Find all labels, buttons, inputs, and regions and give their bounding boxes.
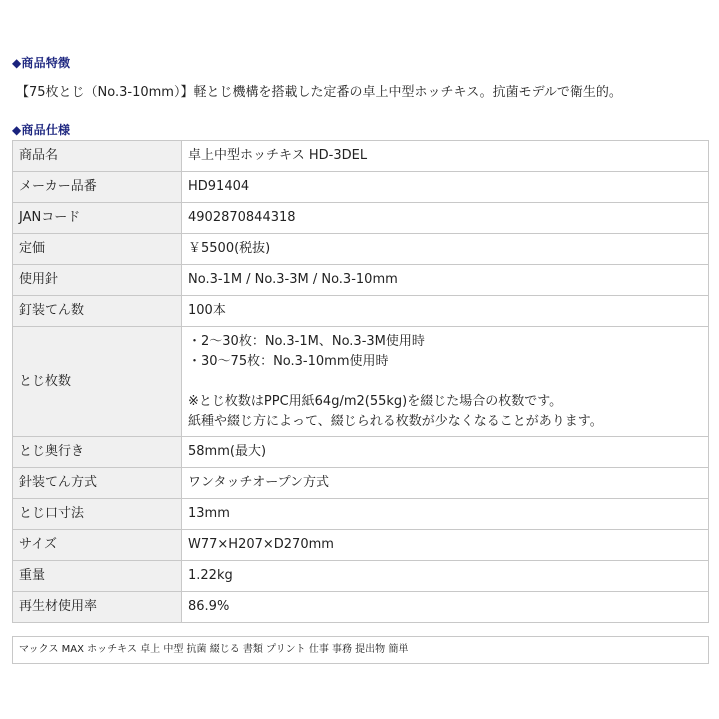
spec-row-weight xyxy=(13,561,709,592)
spec-value: 4902870844318 xyxy=(182,203,709,234)
capacity-note: ※とじ枚数はPPC用紙64g/m2(55kg)を綴じた場合の枚数です。 xyxy=(188,393,563,409)
spec-row-sheet-capacity xyxy=(13,327,709,437)
spec-label: 使用針 xyxy=(13,265,182,296)
spec-label: とじ枚数 xyxy=(13,327,182,437)
spec-row-load-count xyxy=(13,296,709,327)
spec-label: 釘装てん数 xyxy=(13,296,182,327)
spec-label: 針装てん方式 xyxy=(13,468,182,499)
spec-value: 卓上中型ホッチキス HD-3DEL xyxy=(182,141,709,172)
spec-value: HD91404 xyxy=(182,172,709,203)
spec-row-depth xyxy=(13,437,709,468)
spec-label: JANコード xyxy=(13,203,182,234)
spec-label: 重量 xyxy=(13,561,182,592)
spec-label: 商品名 xyxy=(13,141,182,172)
spec-table xyxy=(12,140,709,623)
spec-value: 100本 xyxy=(182,296,709,327)
spec-row-size xyxy=(13,530,709,561)
capacity-note: 紙種や綴じ方によって、綴じられる枚数が少なくなることがあります。 xyxy=(188,413,603,429)
spec-row-loading-method xyxy=(13,468,709,499)
spec-value: ￥5500(税抜) xyxy=(182,234,709,265)
spec-value: 58mm(最大) xyxy=(182,437,709,468)
spec-row-product-name xyxy=(13,141,709,172)
feature-description: 【75枚とじ（No.3-10mm）】軽とじ機構を搭載した定番の卓上中型ホッチキス。抗菌モデルで衛生的。 xyxy=(16,85,622,100)
spec-row-recycled xyxy=(13,592,709,623)
spec-value: 86.9% xyxy=(182,592,709,623)
spec-value: No.3-1M / No.3-3M / No.3-10mm xyxy=(182,265,709,296)
spec-label: 定価 xyxy=(13,234,182,265)
spec-row-jan xyxy=(13,203,709,234)
spec-value: W77×H207×D270mm xyxy=(182,530,709,561)
spec-row-maker-code xyxy=(13,172,709,203)
keyword-box: マックス MAX ホッチキス 卓上 中型 抗菌 綴じる 書類 プリント 仕事 事務 提出物 簡単 xyxy=(12,636,709,664)
spec-label: メーカー品番 xyxy=(13,172,182,203)
spec-value: 13mm xyxy=(182,499,709,530)
capacity-line: ・30〜75枚：No.3-10mm使用時 xyxy=(188,353,389,369)
spec-value xyxy=(182,327,709,437)
spec-value: 1.22kg xyxy=(182,561,709,592)
spec-row-staples xyxy=(13,265,709,296)
spec-row-price xyxy=(13,234,709,265)
spec-row-throat xyxy=(13,499,709,530)
line-gap xyxy=(188,372,702,392)
spec-label: サイズ xyxy=(13,530,182,561)
spec-value: ワンタッチオープン方式 xyxy=(182,468,709,499)
spec-label: とじ奥行き xyxy=(13,437,182,468)
features-heading: ◆商品特徴 xyxy=(12,56,71,70)
specs-heading: ◆商品仕様 xyxy=(12,123,71,137)
capacity-line: ・2〜30枚：No.3-1M、No.3-3M使用時 xyxy=(188,333,425,349)
spec-label: とじ口寸法 xyxy=(13,499,182,530)
spec-label: 再生材使用率 xyxy=(13,592,182,623)
